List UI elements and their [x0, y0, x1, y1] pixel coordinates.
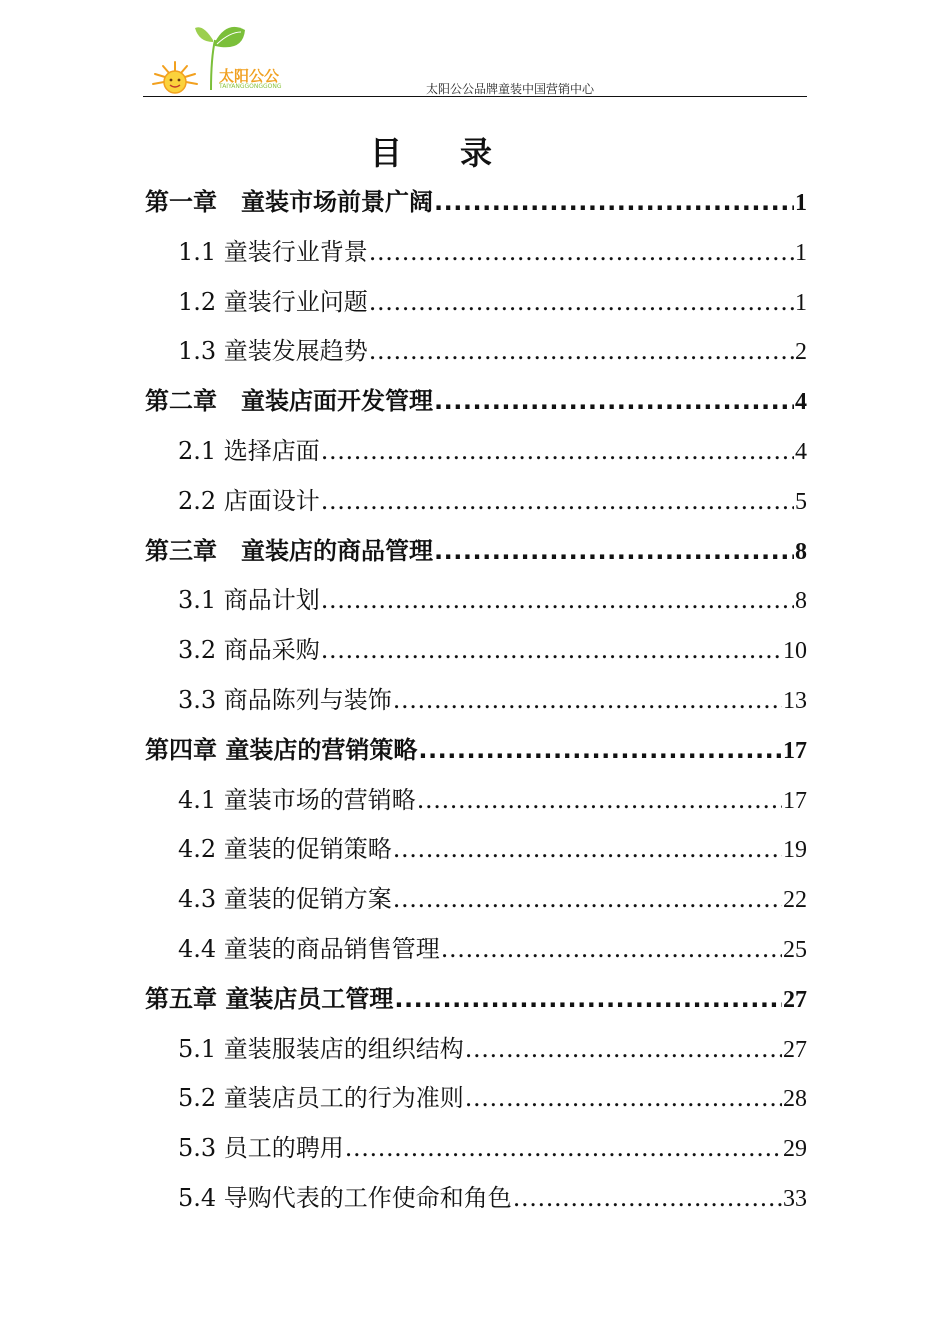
toc-entry-label: 4.3 童装的促销方案 [178, 885, 392, 914]
toc-section-entry[interactable] [145, 626, 807, 676]
toc-entry-label: 第三章 童装店的商品管理 [145, 536, 433, 565]
toc-entry-label: 3.1 商品计划 [178, 586, 320, 615]
toc-entry-label: 5.4 导购代表的工作使命和角色 [178, 1183, 512, 1212]
toc-page-number: 8 [795, 588, 807, 615]
toc-section-entry[interactable] [145, 825, 807, 875]
toc-chapter-entry[interactable] [145, 726, 807, 776]
header-divider [143, 96, 807, 97]
toc-dot-leader [393, 676, 782, 726]
toc-page-number: 27 [783, 986, 807, 1013]
toc-dot-leader [369, 228, 794, 278]
toc-section-entry[interactable] [145, 1174, 807, 1224]
toc-heading: 目录 [369, 134, 550, 172]
toc-entry-label: 第二章 童装店面开发管理 [145, 387, 433, 416]
toc-page-number: 2 [795, 339, 807, 366]
toc-chapter-entry[interactable] [145, 178, 807, 228]
toc-dot-leader [321, 477, 794, 527]
toc-entry-label: 4.1 童装市场的营销略 [178, 785, 416, 814]
toc-page-number: 13 [783, 687, 807, 714]
toc-section-entry[interactable] [145, 676, 807, 726]
toc-entry-label: 第四章 童装店的营销策略 [145, 735, 418, 764]
toc-page-number: 1 [795, 289, 807, 316]
toc-dot-leader [434, 178, 794, 228]
toc-dot-leader [441, 925, 782, 975]
toc-entry-label: 1.1 童装行业背景 [178, 237, 368, 266]
toc-entry-label: 5.2 童装店员工的行为准则 [178, 1084, 464, 1113]
toc-chapter-entry[interactable] [145, 975, 807, 1025]
toc-dot-leader [321, 626, 782, 676]
toc-dot-leader [394, 975, 782, 1025]
toc-page-number: 27 [783, 1036, 807, 1063]
logo-subtext: TAIYANGGONGGONG [219, 83, 282, 90]
toc-section-entry[interactable] [145, 327, 807, 377]
toc-page-number: 22 [783, 887, 807, 914]
toc-dot-leader [465, 1025, 782, 1075]
toc-entry-label: 1.3 童装发展趋势 [178, 337, 368, 366]
toc-dot-leader [345, 1124, 782, 1174]
toc-dot-leader [465, 1074, 782, 1124]
toc-page-number: 1 [795, 239, 807, 266]
toc-entry-label: 第五章 童装店员工管理 [145, 984, 394, 1013]
toc-section-entry[interactable] [145, 925, 807, 975]
toc-entry-label: 第一章 童装市场前景广阔 [145, 188, 433, 216]
toc-page-number: 33 [783, 1185, 807, 1212]
header-title: 太阳公公品牌童装中国营销中心 [426, 82, 595, 96]
toc-page-number: 17 [783, 787, 807, 814]
toc-page-number: 19 [783, 837, 807, 864]
toc-section-entry[interactable] [145, 477, 807, 527]
toc-dot-leader [321, 427, 794, 477]
toc-dot-leader [513, 1174, 782, 1224]
toc-page-number: 29 [783, 1136, 807, 1163]
toc-section-entry[interactable] [145, 875, 807, 925]
page-header [143, 18, 807, 98]
toc-section-entry[interactable] [145, 1124, 807, 1174]
toc-dot-leader [393, 875, 782, 925]
toc-section-entry[interactable] [145, 278, 807, 328]
toc-chapter-entry[interactable] [145, 527, 807, 577]
toc-entry-label: 2.1 选择店面 [178, 436, 320, 465]
toc-entry-label: 4.2 童装的促销策略 [178, 835, 392, 864]
toc-dot-leader [417, 776, 782, 826]
toc-entry-label: 2.2 店面设计 [178, 486, 320, 515]
toc-page-number: 28 [783, 1086, 807, 1113]
toc-page-number: 17 [783, 737, 807, 764]
toc-section-entry[interactable] [145, 427, 807, 477]
toc-section-entry[interactable] [145, 576, 807, 626]
toc-page-number: 25 [783, 936, 807, 963]
toc-page-number: 1 [795, 190, 807, 216]
toc-entry-label: 5.3 员工的聘用 [178, 1134, 344, 1163]
toc-entry-label: 1.2 童装行业问题 [178, 287, 368, 316]
toc-dot-leader [393, 825, 782, 875]
toc-page-number: 8 [795, 538, 807, 565]
toc-section-entry[interactable] [145, 228, 807, 278]
toc-entry-label: 3.2 商品采购 [178, 636, 320, 665]
toc-dot-leader [434, 377, 794, 427]
toc-page-number: 10 [783, 638, 807, 665]
toc-chapter-entry[interactable] [145, 377, 807, 427]
toc-entry-label: 5.1 童装服装店的组织结构 [178, 1034, 464, 1063]
logo-text: 太阳公公 [219, 67, 280, 85]
toc-section-entry[interactable] [145, 1025, 807, 1075]
toc-page-number: 5 [795, 488, 807, 515]
toc-page-number: 4 [795, 389, 807, 416]
toc-dot-leader [321, 576, 794, 626]
toc-section-entry[interactable] [145, 776, 807, 826]
toc-page-number: 4 [795, 438, 807, 465]
toc-dot-leader [418, 726, 782, 776]
toc-section-entry[interactable] [145, 1074, 807, 1124]
toc-dot-leader [434, 527, 794, 577]
table-of-contents [145, 178, 807, 1224]
toc-entry-label: 3.3 商品陈列与装饰 [178, 685, 392, 714]
toc-entry-label: 4.4 童装的商品销售管理 [178, 934, 440, 963]
toc-dot-leader [369, 278, 794, 328]
toc-dot-leader [369, 327, 794, 377]
